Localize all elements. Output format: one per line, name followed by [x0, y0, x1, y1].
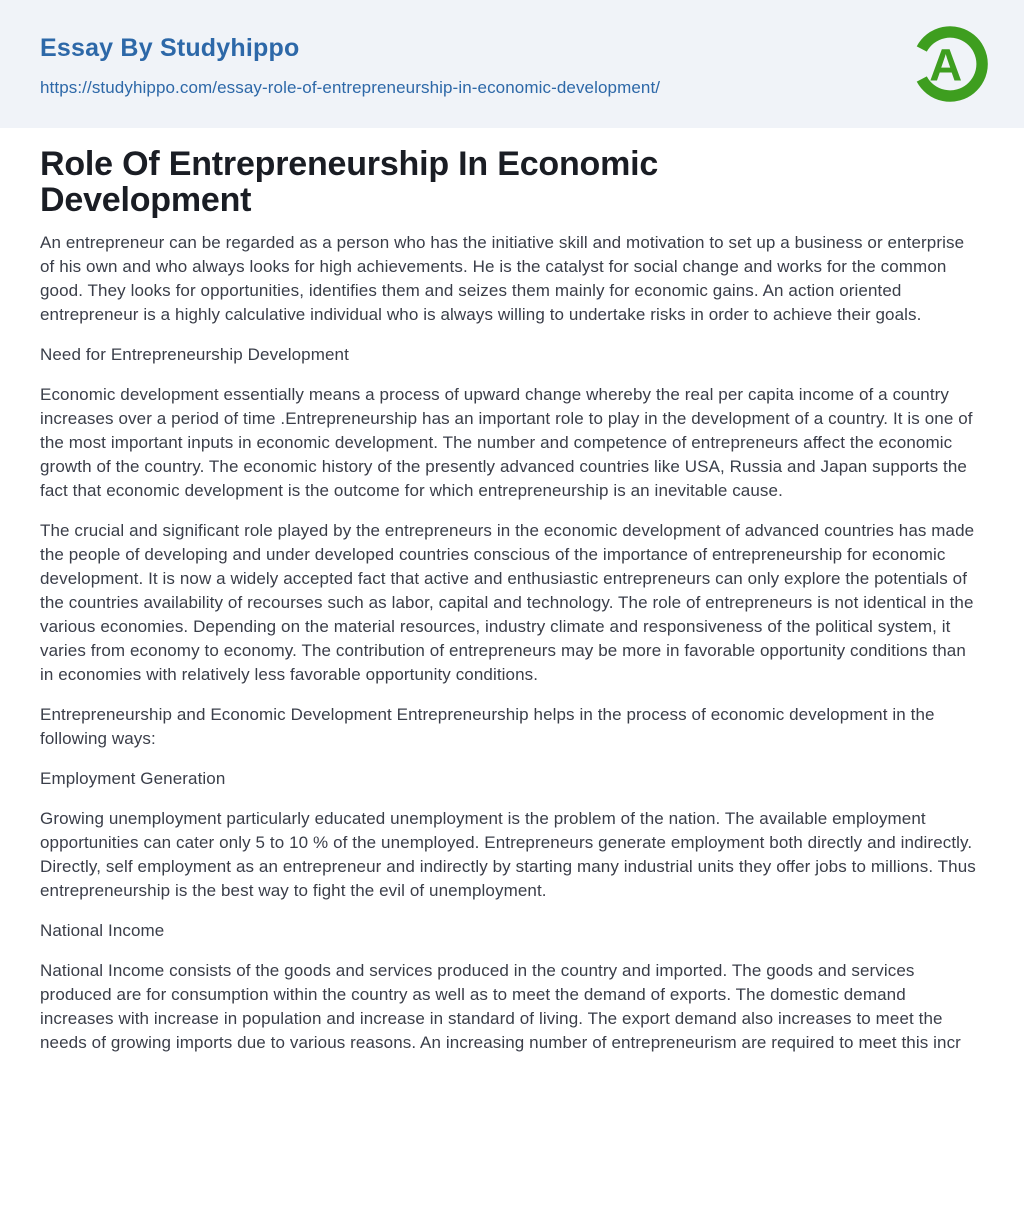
paragraph: The crucial and significant role played by the entrepreneurs in the economic development of advanced countries has made the people of developing and under developed countries conscious of the importance of entrepreneurship for economic development. It is now a widely accepted fact that active and enthusiastic entrepreneurs can only explore the potentials of the countries availability of recourses such as labor, capital and technology. The role of entrepreneurs is not identical in the various economies. Depending on the material resources, industry climate and responsiveness of the political system, it varies from economy to economy. The contribution of entrepreneurs may be more in favorable opportunity conditions than in economies with relatively less favorable opportunity conditions. — [40, 521, 975, 684]
paragraph: Economic development essentially means a process of upward change whereby the real per capita income of a country increases over a period of time .Entrepreneurship has an important role to play in the development of a country. It is one of the most important inputs in economic development. The number and competence of entrepreneurs affect the economic growth of the country. The economic history of the presently advanced countries like USA, Russia and Japan supports the fact that economic development is the outcome for which entrepreneurship is an inevitable cause. — [40, 385, 973, 500]
page-url-link[interactable]: https://studyhippo.com/essay-role-of-entrepreneurship-in-economic-development/ — [40, 78, 661, 97]
header-text-block — [40, 30, 660, 98]
studyhippo-logo-icon — [912, 26, 988, 102]
article-title: Role Of Entrepreneurship In Economic Development — [40, 145, 659, 219]
paragraph: An entrepreneur can be regarded as a person who has the initiative skill and motivation to set up a business or enterprise of his own and who always looks for high achievements. He is the catalyst for social change and works for the common good. They looks for opportunities, identifies them and seizes them mainly for economic gains. An action oriented entrepreneur is a highly calculative individual who is always willing to undertake risks in order to achieve their goals. — [40, 233, 965, 324]
section-heading: Need for Entrepreneurship Development — [40, 345, 349, 364]
logo-letter: A — [929, 39, 963, 91]
paragraph: Entrepreneurship and Economic Development Entrepreneurship helps in the process of economic development in the following ways: — [40, 705, 935, 748]
paragraph: Growing unemployment particularly educated unemployment is the problem of the nation. The available employment opportunities can cater only 5 to 10 % of the unemployed. Entrepreneurs generate employment both directly and indirectly. Directly, self employment as an entrepreneur and indirectly by starting many industrial units they offer jobs to millions. Thus entrepreneurship is the best way to fight the evil of unemployment. — [40, 809, 976, 900]
page-header — [0, 0, 1024, 128]
site-title: Essay By Studyhippo — [40, 34, 300, 62]
essay-article — [0, 128, 1024, 1111]
paragraph: National Income consists of the goods and services produced in the country and imported. The goods and services produced are for consumption within the country as well as to meet the demand of exports. The domestic demand increases with increase in population and increase in standard of living. The export demand also increases to meet the needs of growing imports due to various reasons. An increasing number of entrepreneurism are required to meet this incr — [40, 961, 961, 1052]
section-heading: National Income — [40, 921, 165, 940]
section-heading: Employment Generation — [40, 769, 226, 788]
